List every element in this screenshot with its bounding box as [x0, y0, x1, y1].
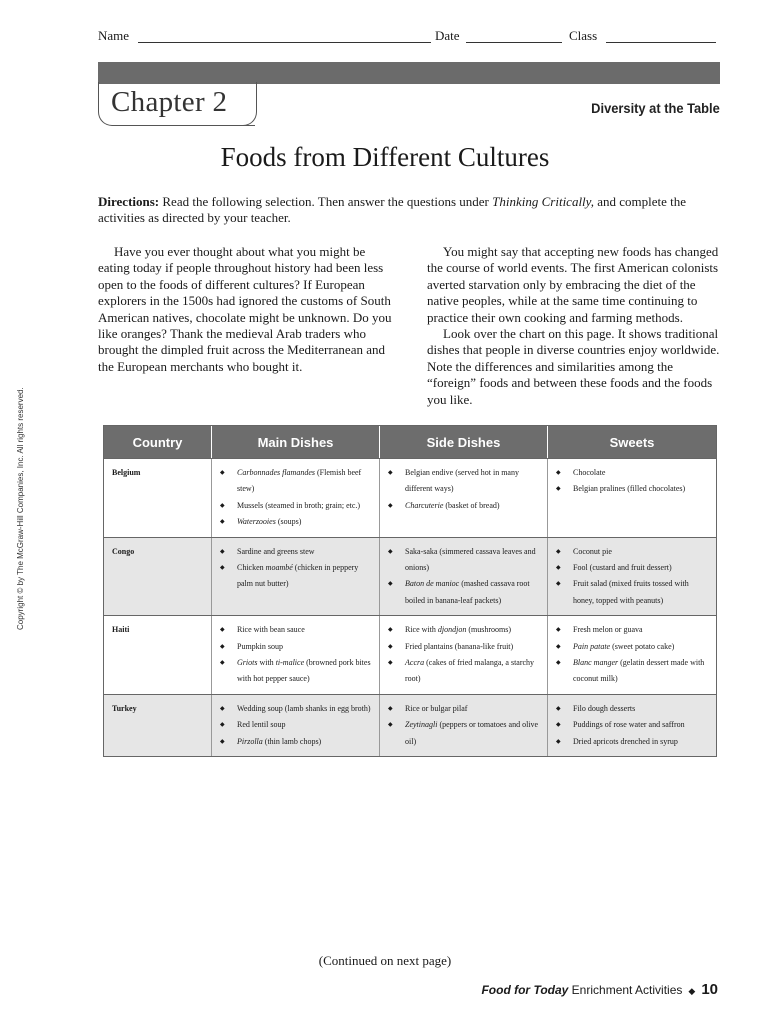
- date-label: Date: [435, 28, 460, 43]
- list-item: [388, 498, 541, 514]
- header-line: [98, 28, 718, 48]
- dish-text: (gelatin dessert made with coconut milk): [573, 658, 705, 684]
- dish-text: Waterzooies: [237, 517, 276, 527]
- footer: [481, 981, 718, 998]
- dish-text: (mashed cassava root boiled in banana-leaf packets): [405, 579, 530, 605]
- dish-text: (sweet potato cake): [610, 641, 675, 651]
- list-item: [556, 465, 710, 481]
- dish-text: Rice with bean sauce: [237, 625, 305, 635]
- list-item: [556, 701, 710, 717]
- book-title: Food for Today: [481, 983, 569, 997]
- page-number: 10: [701, 981, 718, 998]
- header-sweets: Sweets: [609, 434, 655, 450]
- footer-section: Enrichment Activities: [568, 983, 683, 997]
- dish-list: [220, 622, 373, 688]
- dish-list: [388, 465, 541, 514]
- class-blank[interactable]: [606, 42, 716, 43]
- paragraph: Look over the chart on this page. It shows traditional dishes that people in diverse countries enjoy worldwide. Note the differences and similarities among the “foreign” foods and between these foods and the foods you like.: [427, 326, 720, 407]
- dish-text: Rice or bulgar pilaf: [405, 703, 468, 713]
- side-dishes-cell: [380, 616, 548, 694]
- dish-text: Rice with: [405, 625, 438, 635]
- main-dishes-cell: [212, 616, 380, 694]
- dish-text: Pumpkin soup: [237, 641, 284, 651]
- dish-list: [388, 701, 541, 750]
- list-item: [220, 701, 373, 717]
- header-bar: [98, 62, 720, 84]
- copyright-notice: Copyright © by The McGraw-Hill Companies, Inc. All rights reserved.: [16, 387, 25, 630]
- country-name: Congo: [112, 546, 135, 556]
- body-column-left: [98, 244, 392, 375]
- paragraph: Have you ever thought about what you might be eating today if people throughout history had been less open to the foods of different cultures? If European explorers in the 1500s had ignored the customs of South American natives, chocolate might be unknown. Do you like oranges? Thank the medieval Arab traders who brought the dimpled fruit across the Mediterranean and the European merchants who bought it.: [98, 244, 392, 374]
- directions-italic: Thinking Critically,: [492, 194, 594, 209]
- dish-list: [220, 465, 373, 531]
- dish-text: Belgian endive (served hot in many different ways): [405, 468, 519, 494]
- date-blank[interactable]: [466, 42, 562, 43]
- dish-text: Sardine and greens stew: [237, 546, 315, 556]
- list-item: [220, 717, 373, 733]
- dish-text: Pirzolla: [237, 736, 263, 746]
- dish-text: Red lentil soup: [237, 720, 286, 730]
- list-item: [388, 544, 541, 577]
- dish-text: Mussels (steamed in broth; grain; etc.): [237, 500, 361, 510]
- list-item: [220, 639, 373, 655]
- dish-text: Saka-saka (simmered cassava leaves and onions): [405, 546, 536, 573]
- country-name: Belgium: [112, 468, 141, 477]
- dish-list: [556, 544, 710, 610]
- main-dishes-cell: [212, 695, 380, 756]
- list-item: [388, 655, 541, 688]
- dish-text: Blanc manger: [573, 658, 619, 668]
- dish-text: (soups): [275, 517, 302, 527]
- dish-list: [220, 701, 373, 750]
- dish-text: ti-malice: [275, 658, 305, 668]
- main-dishes-cell: [212, 538, 380, 616]
- dish-text: Puddings of rose water and saffron: [573, 720, 685, 730]
- header-side-dishes: Side Dishes: [380, 426, 548, 458]
- list-item: [556, 622, 710, 638]
- side-dishes-cell: [380, 538, 548, 616]
- country-cell: [104, 616, 212, 694]
- list-item: [220, 465, 373, 498]
- list-item: [388, 622, 541, 638]
- dish-text: Belgian pralines (filled chocolates): [573, 484, 686, 494]
- table-row: [104, 458, 716, 537]
- dish-list: [388, 544, 541, 610]
- list-item: [220, 734, 373, 750]
- chapter-label: Chapter 2: [111, 86, 228, 118]
- dish-text: Accra: [405, 658, 425, 668]
- dish-text: djondjon: [437, 625, 467, 635]
- body-column-right: [427, 244, 721, 408]
- directions-text-1: Read the following selection. Then answer the questions under: [159, 194, 493, 209]
- chapter-subtitle: Diversity at the Table: [591, 100, 720, 116]
- list-item: [388, 465, 541, 498]
- country-cell: [104, 695, 212, 756]
- country-cell: [104, 538, 212, 616]
- list-item: [220, 622, 373, 638]
- dish-text: Fried plantains (banana-like fruit): [405, 641, 514, 651]
- dish-text: (cakes of fried malanga, a starchy root): [405, 658, 535, 684]
- list-item: [388, 701, 541, 717]
- country-name: Turkey: [112, 703, 137, 713]
- dish-text: (browned pork bites with hot pepper sauce): [237, 658, 371, 684]
- dish-text: (basket of bread): [443, 500, 500, 510]
- table-row: [104, 694, 716, 756]
- list-item: [220, 498, 373, 514]
- list-item: [556, 481, 710, 497]
- main-dishes-cell: [212, 459, 380, 537]
- header-country: Country: [104, 426, 212, 458]
- list-item: [220, 560, 373, 593]
- dish-text: with: [257, 658, 276, 668]
- dish-text: Zeytinagli: [405, 720, 438, 730]
- side-dishes-cell: [380, 695, 548, 756]
- dish-text: moambé: [265, 563, 293, 573]
- country-cell: [104, 459, 212, 537]
- diamond-icon: ◆: [688, 986, 696, 996]
- dish-list: [556, 622, 710, 688]
- list-item: [556, 717, 710, 733]
- table-header: [104, 426, 716, 458]
- page-title: Foods from Different Cultures: [220, 142, 550, 172]
- dish-text: Fruit salad (mixed fruits tossed with honey, topped with peanuts): [573, 579, 689, 605]
- dish-text: (mushrooms): [466, 625, 512, 635]
- dish-text: Fool (custard and fruit dessert): [573, 563, 672, 573]
- sweets-cell: [548, 695, 716, 756]
- table-row: [104, 615, 716, 694]
- name-label: Name: [98, 28, 130, 43]
- header-main-dishes: Main Dishes: [212, 426, 380, 458]
- dish-list: [556, 465, 710, 498]
- list-item: [556, 576, 710, 609]
- dish-text: (thin lamb chops): [262, 736, 322, 746]
- sweets-cell: [548, 538, 716, 616]
- dish-text: Filo dough desserts: [573, 703, 636, 713]
- dish-text: Chocolate: [573, 468, 606, 477]
- dish-text: Griots: [237, 658, 258, 668]
- list-item: [556, 544, 710, 560]
- dish-list: [556, 701, 710, 750]
- dish-list: [220, 544, 373, 593]
- dish-text: Charcuterie: [405, 500, 444, 510]
- dish-text: (Flemish beef stew): [237, 468, 362, 494]
- list-item: [220, 544, 373, 560]
- table-body: [104, 458, 716, 756]
- dish-text: Baton de manioc: [405, 579, 460, 589]
- list-item: [556, 639, 710, 655]
- list-item: [220, 514, 373, 530]
- directions-label: Directions:: [98, 194, 160, 209]
- list-item: [388, 717, 541, 750]
- dish-text: (peppers or tomatoes and olive oil): [405, 720, 539, 746]
- list-item: [556, 734, 710, 750]
- sweets-cell: [548, 616, 716, 694]
- list-item: [388, 576, 541, 609]
- continued-note: (Continued on next page): [318, 953, 452, 968]
- dish-list: [388, 622, 541, 688]
- class-label: Class: [569, 28, 598, 43]
- dish-text: Wedding soup (lamb shanks in egg broth): [237, 703, 371, 713]
- country-name: Haiti: [112, 625, 130, 635]
- paragraph: You might say that accepting new foods has changed the course of world events. The first American colonists averted starvation only by embracing the diet of the native peoples, while at the same time continuing to practice their own cooking and farming methods.: [427, 244, 719, 325]
- name-blank[interactable]: [138, 42, 431, 43]
- list-item: [388, 639, 541, 655]
- table-row: [104, 537, 716, 616]
- sweets-cell: [548, 459, 716, 537]
- dish-text: Pain patate: [573, 641, 611, 651]
- dish-text: Carbonnades flamandes: [237, 468, 315, 477]
- list-item: [220, 655, 373, 688]
- dish-text: Dried apricots drenched in syrup: [573, 736, 678, 746]
- foods-table: [103, 425, 717, 757]
- directions-text-2: and complete the activities as directed by your teacher.: [98, 194, 687, 225]
- side-dishes-cell: [380, 459, 548, 537]
- dish-text: (chicken in peppery palm nut butter): [237, 563, 359, 589]
- directions: [98, 194, 722, 226]
- dish-text: Chicken: [237, 563, 266, 573]
- dish-text: Fresh melon or guava: [573, 625, 643, 635]
- dish-text: Coconut pie: [573, 546, 612, 556]
- list-item: [556, 560, 710, 576]
- list-item: [556, 655, 710, 688]
